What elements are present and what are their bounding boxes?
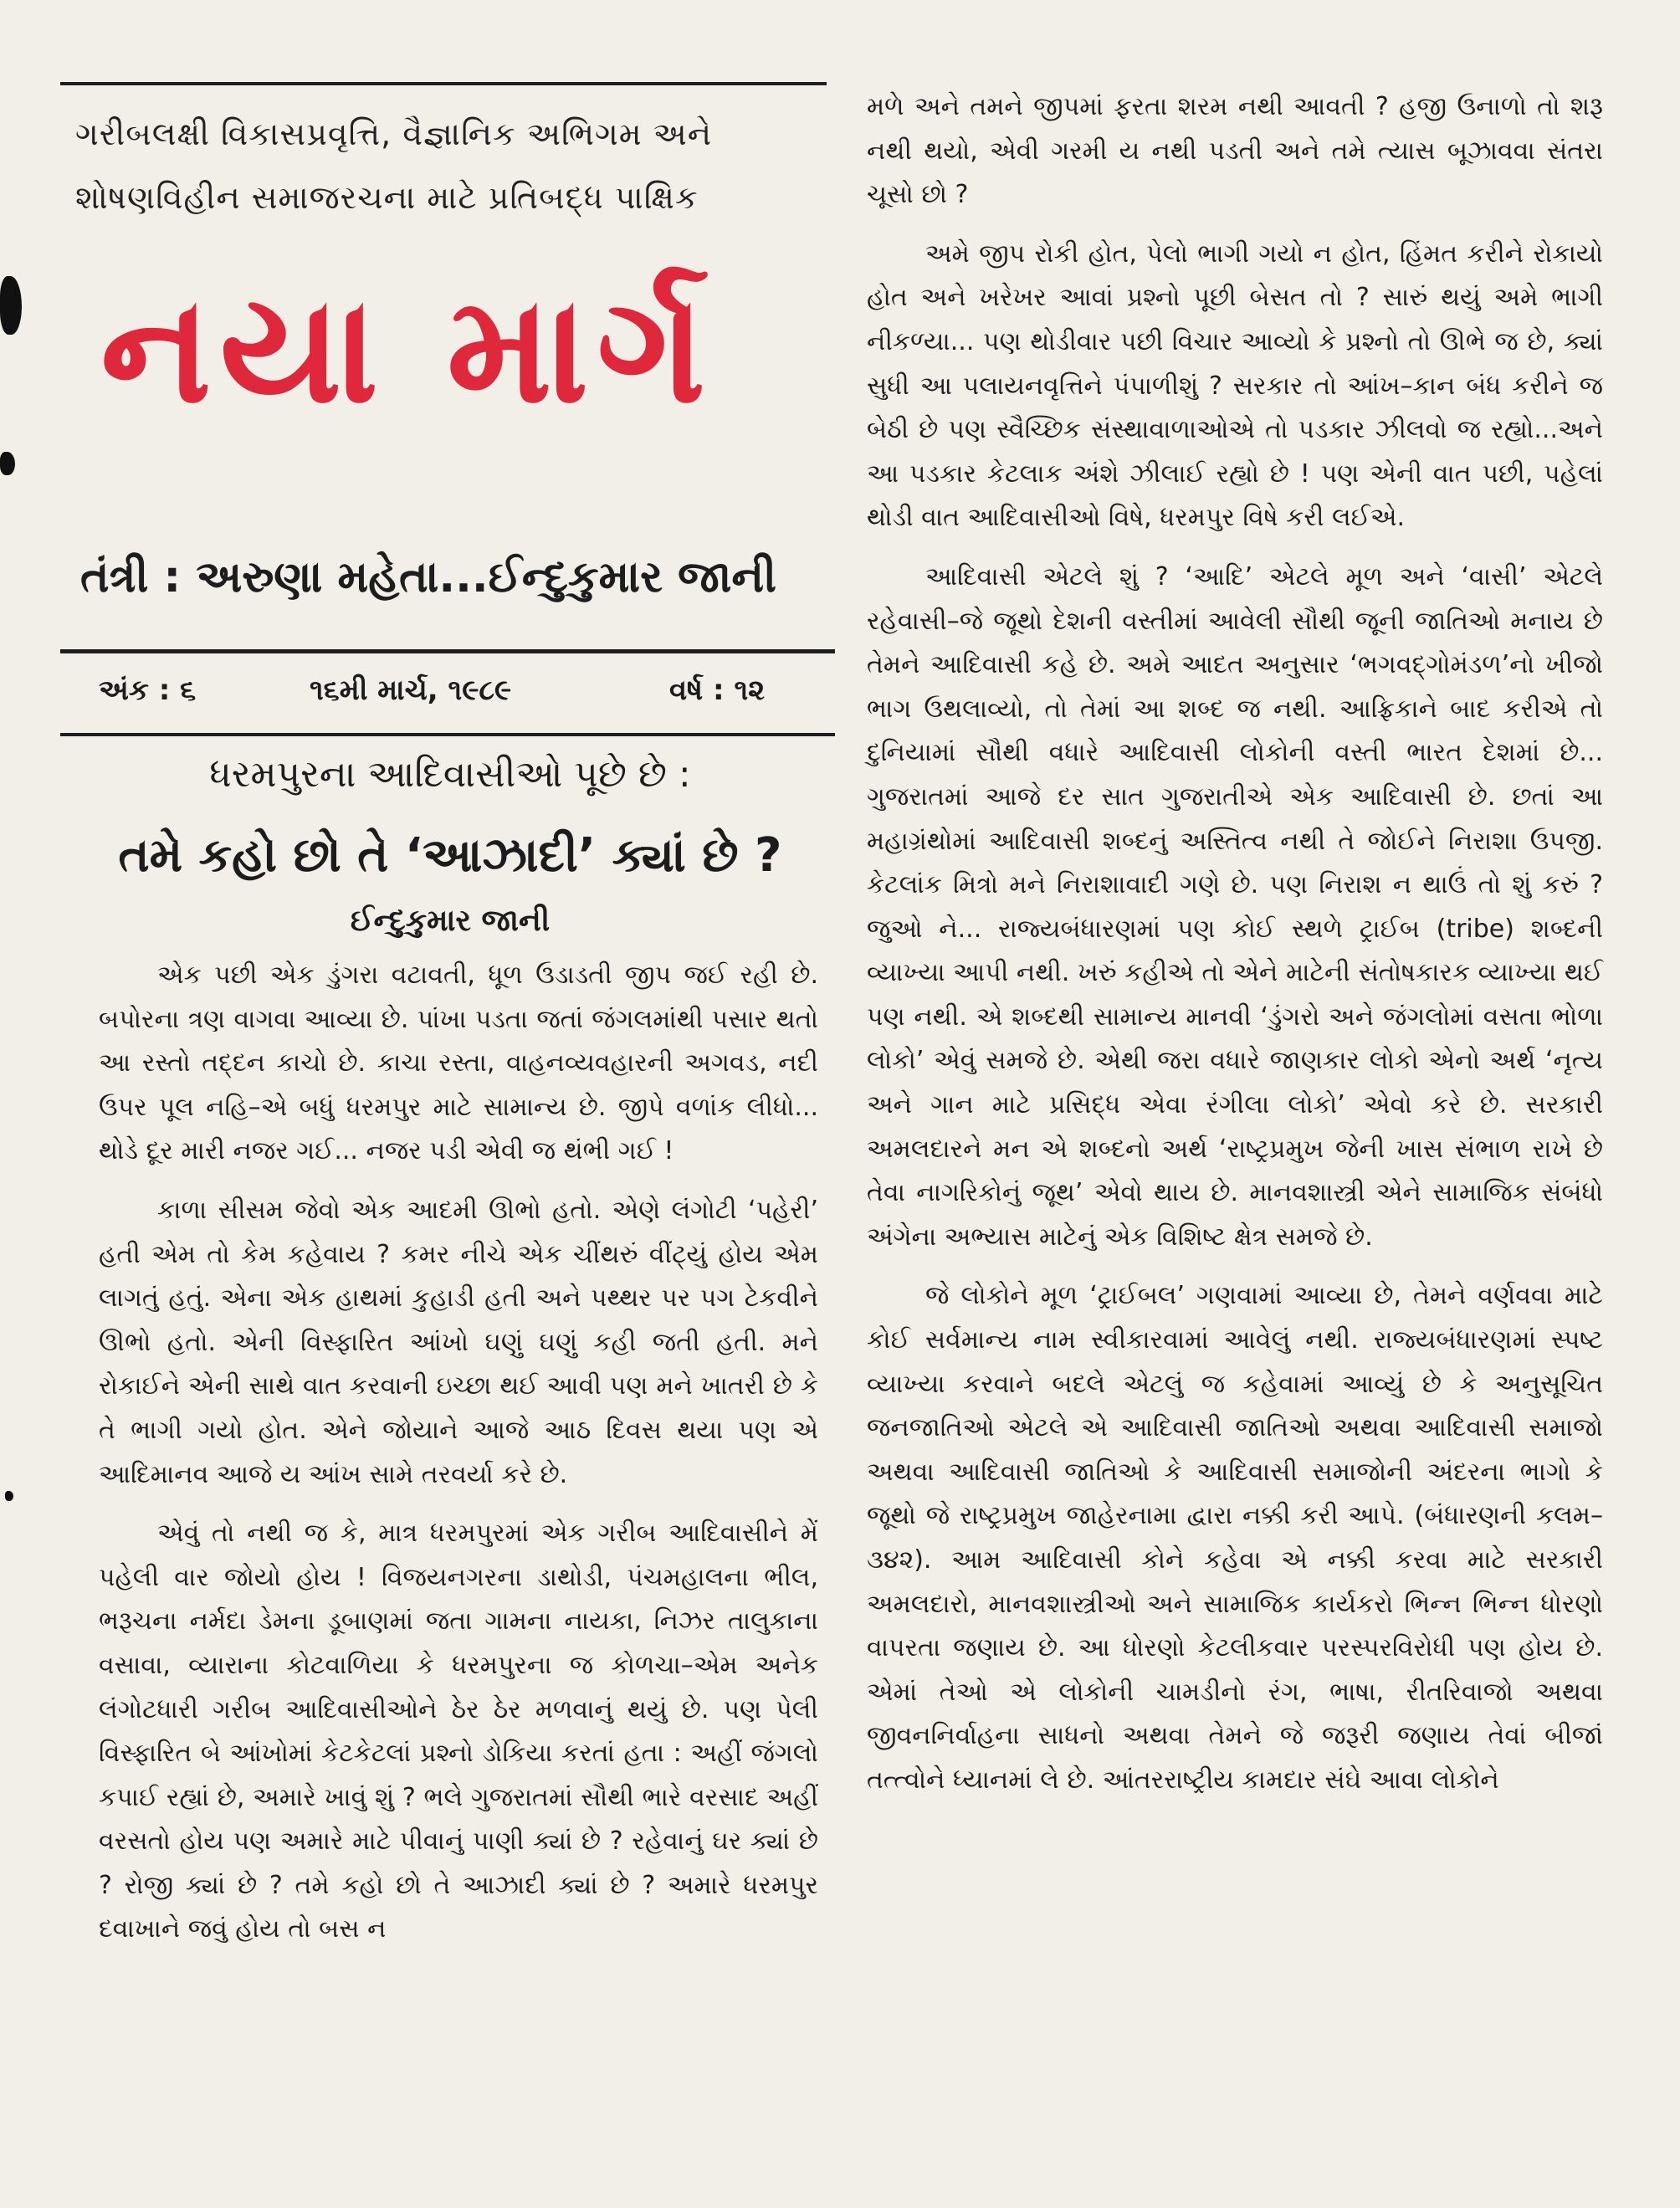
article-kicker: ધરમપુરના આદિવાસીઓ પૂછે છે :	[209, 753, 691, 796]
tagline-line-1: ગરીબલક્ષી વિકાસપ્રવૃત્તિ, વૈજ્ઞાનિક અભિગમ અને	[75, 115, 713, 152]
ink-speck	[0, 452, 15, 475]
right-column	[867, 85, 1603, 1803]
top-rule	[60, 82, 827, 85]
article-byline: ઈન્દુકુમાર જાની	[350, 904, 551, 938]
right-paragraph-1: મળે અને તમને જીપમાં ફરતા શરમ નથી આવતી ? હજી ઉનાળો તો શરૂ નથી થયો, એવી ગરમી ય નથી પડતી અને તમે ત્યાસ બૂઝાવવા સંતરા ચૂસો છો ?	[867, 92, 1603, 210]
ink-speck	[0, 276, 22, 335]
issue-rule-top	[60, 649, 835, 653]
issue-date: ૧૬મી માર્ચ, ૧૯૮૯	[310, 674, 512, 707]
right-paragraph-2: અમે જીપ રોકી હોત, પેલો ભાગી ગયો ન હોત, હિંમત કરીને રોકાયો હોત અને ખરેખર આવાં પ્રશ્નો પૂછી બેસત તો ? સારું થયું અમે ભાગી નીકળ્યા... પણ થોડીવાર પછી વિચાર આવ્યો કે પ્રશ્નો તો ઊભે જ છે, ક્યાં સુધી આ પલાયનવૃત્તિને પંપાળીશું ? સરકાર તો આંખ–કાન બંધ કરીને જ બેઠી છે પણ સ્વૈચ્છિક સંસ્થાવાળાઓએ તો પડકાર ઝીલવો જ રહ્યો...અને આ પડકાર કેટલાક અંશે ઝીલાઈ રહ્યો છે ! પણ એની વાત પછી, પહેલાં થોડી વાત આદિવાસીઓ વિષે, ધરમપુર વિષે કરી લઈએ.	[867, 238, 1603, 533]
issue-year: વર્ષ : ૧૨	[669, 674, 766, 707]
tagline-line-2: શોષણવિહીન સમાજરચના માટે પ્રતિબદ્ધ પાક્ષિક	[75, 179, 699, 216]
right-paragraph-4: જે લોકોને મૂળ ‘ટ્રાઈબલ’ ગણવામાં આવ્યા છે, તેમને વર્ણવવા માટે કોઈ સર્વમાન્ય નામ સ્વીકારવામાં આવેલું નથી. રાજ્યબંધારણમાં સ્પષ્ટ વ્યાખ્યા કરવાને બદલે એટલું જ કહેવામાં આવ્યું છે કે અનુસૂચિત જનજાતિઓ એટલે એ આદિવાસી જાતિઓ અથવા આદિવાસી સમાજો અથવા આદિવાસી જાતિઓ કે આદિવાસી સમાજોની અંદરના ભાગો કે જૂથો જે રાષ્ટ્રપ્રમુખ જાહેરનામા દ્વારા નક્કી કરી આપે. (બંધારણની કલમ–૩૪૨). આમ આદિવાસી કોને કહેવા એ નક્કી કરવા માટે સરકારી અમલદારો, માનવશાસ્ત્રીઓ અને સામાજિક કાર્યકરો ભિન્ન ભિન્ન ધોરણો વાપરતા જણાય છે. આ ધોરણો કેટલીકવાર પરસ્પરવિરોધી પણ હોય છે. એમાં તેઓ એ લોકોની ચામડીનો રંગ, ભાષા, રીતરિવાજો અથવા જીવનનિર્વાહના સાધનો અથવા તેમને જે જરૂરી જણાય તેવાં બીજાં તત્ત્વોને ધ્યાનમાં લે છે. આંતરરાષ્ટ્રીય કામદાર સંઘે આવા લોકોને	[867, 1281, 1603, 1795]
left-paragraph-2: કાળા સીસમ જેવો એક આદમી ઊભો હતો. એણે લંગોટી ‘પહેરી’ હતી એમ તો કેમ કહેવાય ? કમર નીચે એક ચીંથરું વીંટ્યું હોય એમ લાગતું હતું. એના એક હાથમાં કુહાડી હતી અને પથ્થર પર પગ ટેકવીને ઊભો હતો. એની વિસ્ફારિત આંખો ઘણું ઘણું કહી જતી હતી. મને રોકાઈને એની સાથે વાત કરવાની ઇચ્છા થઈ આવી પણ મને ખાતરી છે કે તે ભાગી ગયો હોત. એને જોયાને આજે આઠ દિવસ થયા પણ એ આદિમાનવ આજે ય આંખ સામે તરવર્યા કરે છે.	[99, 1195, 818, 1489]
left-paragraph-1: એક પછી એક ડુંગરા વટાવતી, ધૂળ ઉડાડતી જીપ જઈ રહી છે. બપોરના ત્રણ વાગવા આવ્યા છે. પાંખા પડતા જતાં જંગલમાંથી પસાર થતો આ રસ્તો તદ્દન કાચો છે. કાચા રસ્તા, વાહનવ્યવહારની અગવડ, નદી ઉપર પૂલ નહિ–એ બધું ધરમપુર માટે સામાન્ય છે. જીપે વળાંક લીધો... થોડે દૂર મારી નજર ગઈ... નજર પડી એવી જ થંભી ગઈ !	[99, 961, 818, 1166]
article-headline: તમે કહો છો તે ‘આઝાદી’ ક્યાં છે ?	[118, 828, 782, 883]
right-paragraph-3: આદિવાસી એટલે શું ? ‘આદિ’ એટલે મૂળ અને ‘વાસી’ એટલે રહેવાસી–જે જૂથો દેશની વસ્તીમાં આવેલી સૌથી જૂની જાતિઓ મનાય છે તેમને આદિવાસી કહે છે. અમે આદત અનુસાર ‘ભગવદ્ગોમંડળ’નો ખીજો ભાગ ઉથલાવ્યો, તો તેમાં આ શબ્દ જ નથી. આફ્રિકાને બાદ કરીએ તો દુનિયામાં સૌથી વધારે આદિવાસી લોકોની વસ્તી ભારત દેશમાં છે... ગુજરાતમાં આજે દર સાત ગુજરાતીએ એક આદિવાસી છે. છતાં આ મહાગ્રંથોમાં આદિવાસી શબ્દનું અસ્તિત્વ નથી તે જોઈને નિરાશા ઉપજી. કેટલાંક મિત્રો મને નિરાશાવાદી ગણે છે. પણ નિરાશ ન થાઉં તો શું કરું ? જુઓ ને... રાજ્યબંધારણમાં પણ કોઈ સ્થળે ટ્રાઈબ (tribe) શબ્દની વ્યાખ્યા આપી નથી. ખરું કહીએ તો એને માટેની સંતોષકારક વ્યાખ્યા થઈ પણ નથી. એ શબ્દથી સામાન્ય માનવી ‘ડુંગરો અને જંગલોમાં વસતા ભોળા લોકો’ એવું સમજે છે. એથી જરા વધારે જાણકાર લોકો એનો અર્થ ‘નૃત્ય અને ગાન માટે પ્રસિદ્ધ એવા રંગીલા લોકો’ એવો કરે છે. સરકારી અમલદારને મન એ શબ્દનો અર્થ ‘રાષ્ટ્રપ્રમુખ જેની ખાસ સંભાળ રાખે છે તેવા નાગરિકોનું જૂથ’ એવો થાય છે. માનવશાસ્ત્રી એને સામાજિક સંબંધો અંગેના અભ્યાસ માટેનું એક વિશિષ્ટ ક્ષેત્ર સમજે છે.	[867, 561, 1603, 1252]
issue-rule-bottom	[60, 733, 835, 736]
left-paragraph-3: એવું તો નથી જ કે, માત્ર ધરમપુરમાં એક ગરીબ આદિવાસીને મેં પહેલી વાર જોયો હોય ! વિજયનગરના ડાથોડી, પંચમહાલના ભીલ, ભરૂચના નર્મદા ડેમના ડૂબાણમાં જતા ગામના નાયકા, નિઝર તાલુકાના વસાવા, વ્યારાના કોટવાળિયા કે ધરમપુરના જ કોળચા–એમ અનેક લંગોટધારી ગરીબ આદિવાસીઓને ઠેર ઠેર મળવાનું થયું છે. પણ પેલી વિસ્ફારિત બે આંખોમાં કેટકેટલાં પ્રશ્નો ડોકિયા કરતાં હતા : અહીં જંગલો કપાઈ રહ્યાં છે, અમારે ખાવું શું ? ભલે ગુજરાતમાં સૌથી ભારે વરસાદ અહીં વરસતો હોય પણ અમારે માટે પીવાનું પાણી ક્યાં છે ? રહેવાનું ઘર ક્યાં છે ? રોજી ક્યાં છે ? તમે કહો છો તે આઝાદી ક્યાં છે ? અમારે ધરમપુર દવાખાને જવું હોય તો બસ ન	[99, 1519, 818, 1944]
ink-speck	[5, 1491, 13, 1501]
issue-number: અંક : ૬	[99, 674, 197, 707]
tagline	[75, 102, 812, 229]
left-column	[99, 954, 818, 1952]
editors-line: તંત્રી : અરુણા મહેતા...ઈન્દુકુમાર જાની	[80, 552, 776, 602]
masthead-title: નયા માર્ગ	[100, 263, 715, 436]
